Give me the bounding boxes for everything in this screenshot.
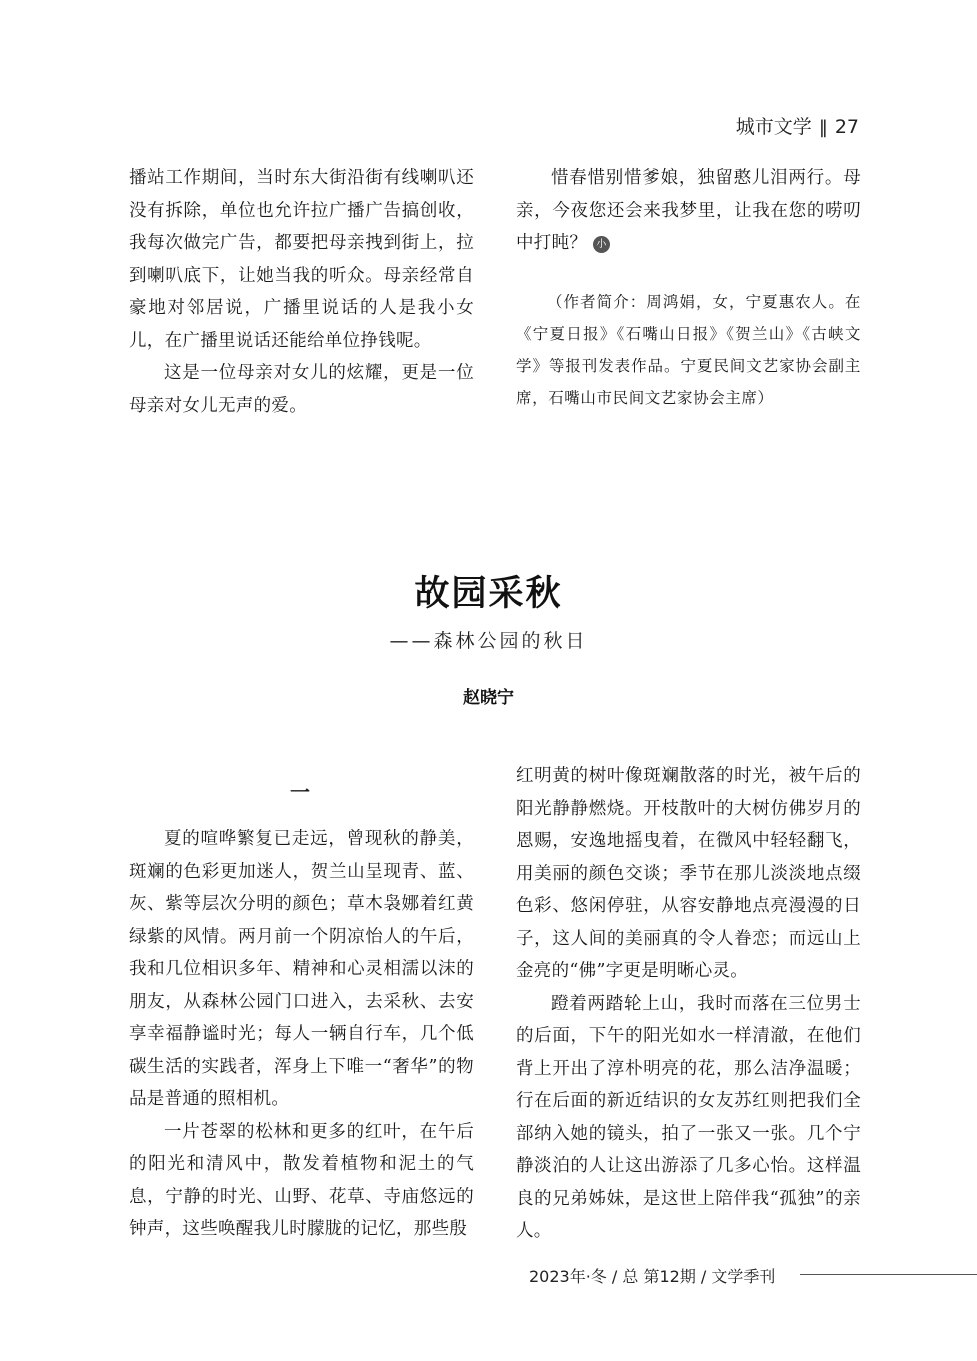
article-left-column xyxy=(129,823,474,1246)
header-divider: ‖ xyxy=(818,117,828,138)
page-number: 27 xyxy=(834,116,859,138)
paragraph: 蹬着两踏轮上山，我时而落在三位男士的后面，下午的阳光如水一样清澈，在他们背上开出了淳朴明亮的花，那么洁净温暖；行在后面的新近结识的女友苏红则把我们全部纳入她的镜头，拍了一张又一张。几个宁静淡泊的人让这出游添了几多心怡。这样温良的兄弟姊妹，是这世上陪伴我“孤独”的亲人。 xyxy=(516,993,861,1241)
running-header xyxy=(736,112,859,139)
article-title: 故园采秋 xyxy=(414,573,563,614)
page-footer: 2023年·冬 / 总 第12期 / 文学季刊 xyxy=(529,1267,776,1286)
top-left-column xyxy=(129,162,474,422)
paragraph: 这是一位母亲对女儿的炫耀，更是一位母亲对女儿无声的爱。 xyxy=(129,363,474,416)
footer-rule xyxy=(800,1274,977,1275)
article-right-column xyxy=(516,760,861,1248)
article-subtitle: ——森林公园的秋日 xyxy=(389,630,588,652)
paragraph: 一片苍翠的松林和更多的红叶，在午后的阳光和清风中，散发着植物和泥土的气息，宁静的时光、山野、花草、寺庙悠远的钟声，这些唤醒我儿时朦胧的记忆，那些殷 xyxy=(129,1121,474,1239)
closing-paragraph xyxy=(516,162,861,260)
journal-name: 城市文学 xyxy=(735,116,812,138)
author-bio xyxy=(516,286,861,414)
paragraph: 夏的喧哗繁复已走远，曾现秋的静美，斑斓的色彩更加迷人，贺兰山呈现青、蓝、灰、紫等层次分明的颜色；草木袅娜着红黄绿紫的风情。两月前一个阴凉怡人的午后，我和几位相识多年、精神和心灵相濡以沫的朋友，从森林公园门口进入，去采秋、去安享幸福静谧时光；每人一辆自行车，几个低碳生活的实践者，浑身上下唯一“奢华”的物品是普通的照相机。 xyxy=(129,829,474,1109)
top-right-column xyxy=(516,162,861,260)
paragraph: 红明黄的树叶像斑斓散落的时光，被午后的阳光静静燃烧。开枝散叶的大树仿佛岁月的恩赐，安逸地摇曳着，在微风中轻轻翻飞，用美丽的颜色交谈；季节在那儿淡淡地点缀色彩、悠闲停驻，从容安静地点亮漫漫的日子，这人间的美丽真的令人眷恋；而远山上金亮的“佛”字更是明晰心灵。 xyxy=(516,766,861,981)
closing-text: 惜春惜别惜爹娘，独留憨儿泪两行。母亲，今夜您还会来我梦里，让我在您的唠叨中打盹？ xyxy=(516,168,861,253)
end-mark-icon: 小 xyxy=(593,236,610,253)
article-author: 赵晓宁 xyxy=(463,688,514,708)
section-number: 一 xyxy=(290,780,310,804)
paragraph: 播站工作期间，当时东大街沿街有线喇叭还没有拆除，单位也允许拉广播广告搞创收，我每次做完广告，都要把母亲拽到街上，拉到喇叭底下，让她当我的听众。母亲经常自豪地对邻居说，广播里说话的人是我小女儿，在广播里说话还能给单位挣钱呢。 xyxy=(129,168,474,351)
bio-text: （作者简介：周鸿娟，女，宁夏惠农人。在《宁夏日报》《石嘴山日报》《贺兰山》《古峡文学》等报刊发表作品。宁夏民间文艺家协会副主席，石嘴山市民间文艺家协会主席） xyxy=(516,293,861,407)
